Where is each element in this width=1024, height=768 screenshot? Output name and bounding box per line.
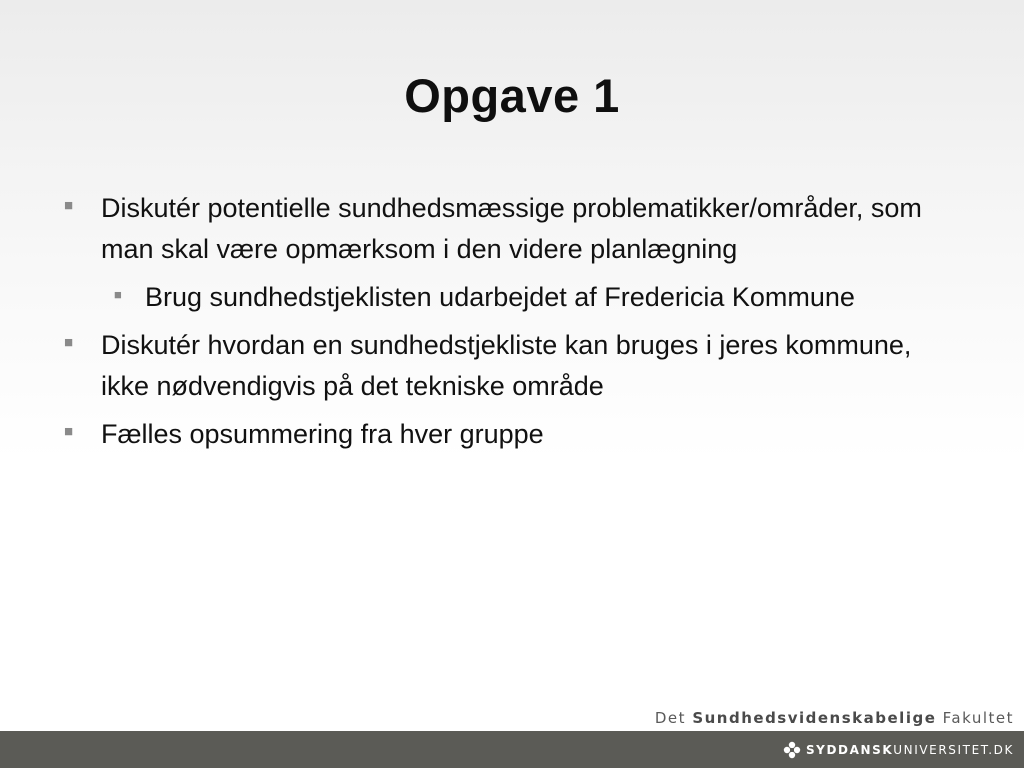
faculty-prefix: Det — [654, 709, 687, 727]
bullet-item — [0, 325, 931, 407]
logo-text-bold: SYDDANSK — [805, 743, 894, 757]
square-bullet-icon: ■ — [64, 334, 74, 351]
logo-text-rest: UNIVERSITET.DK — [893, 743, 1014, 757]
bullet-item — [0, 414, 931, 455]
faculty-suffix: Fakultet — [942, 709, 1014, 727]
bullet-item — [0, 188, 931, 270]
flower-logo-icon — [782, 740, 802, 760]
sub-bullet-item — [0, 277, 1015, 318]
bullet-text: Brug sundhedstjeklisten udarbejdet af Fredericia Kommune — [145, 282, 855, 312]
faculty-name: Sundhedsvidenskabelige — [692, 709, 937, 727]
square-bullet-icon: ■ — [114, 287, 122, 302]
bullet-text: Diskutér hvordan en sundhedstjekliste kan bruges i jeres kommune, ikke nødvendigvis på det tekniske område — [101, 330, 912, 401]
square-bullet-icon: ■ — [64, 197, 74, 214]
faculty-label — [655, 709, 1014, 727]
slide-title: Opgave 1 — [404, 69, 620, 122]
bullet-text: Diskutér potentielle sundhedsmæssige problematikker/områder, som man skal være opmærksom i den videre planlægning — [101, 193, 922, 264]
footer-bar — [0, 731, 1024, 768]
university-logo — [782, 740, 1014, 760]
square-bullet-icon: ■ — [64, 423, 74, 440]
bullet-text: Fælles opsummering fra hver gruppe — [101, 419, 544, 449]
bullet-list — [0, 188, 1024, 462]
